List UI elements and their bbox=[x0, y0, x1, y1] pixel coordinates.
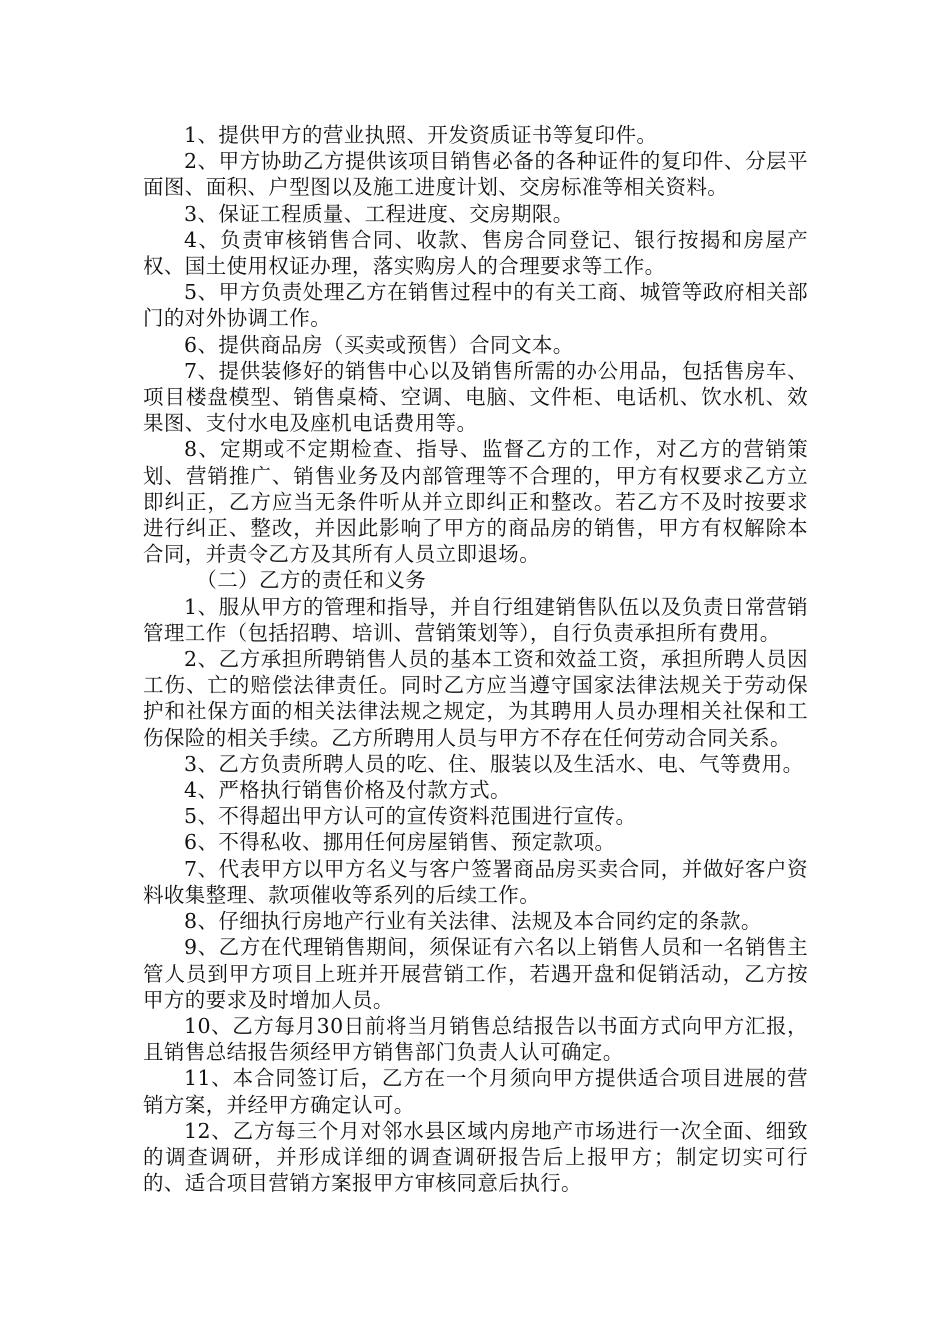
paragraph-party-b-10: 10、乙方每月30日前将当月销售总结报告以书面方式向甲方汇报，且销售总结报告须经甲方销售部门负责人认可确定。 bbox=[143, 1013, 808, 1065]
paragraph-party-b-4: 4、严格执行销售价格及付款方式。 bbox=[184, 778, 511, 803]
paragraph-party-a-1: 1、提供甲方的营业执照、开发资质证书等复印件。 bbox=[184, 123, 658, 147]
paragraph-party-b-3: 3、乙方负责所聘人员的吃、住、服装以及生活水、电、气等费用。 bbox=[184, 751, 804, 776]
paragraph-party-a-3: 3、保证工程质量、工程进度、交房期限。 bbox=[184, 201, 574, 226]
paragraph-party-b-6: 6、不得私收、挪用任何房屋销售、预定款项。 bbox=[184, 830, 616, 855]
paragraph-party-b-1: 1、服从甲方的管理和指导，并自行组建销售队伍以及负责日常营销管理工作（包括招聘、培训、营销策划等），自行负责承担所有费用。 bbox=[143, 594, 808, 645]
paragraph-party-b-12: 12、乙方每三个月对邻水县区域内房地产市场进行一次全面、细致的调查调研，并形成详细的调查调研报告后上报甲方；制定切实可行的、适合项目营销方案报甲方审核同意后执行。 bbox=[143, 1118, 808, 1196]
section-heading-party-b: （二）乙方的责任和义务 bbox=[196, 568, 427, 593]
paragraph-party-a-2: 2、甲方协助乙方提供该项目销售必备的各种证件的复印件、分层平面图、面积、户型图以及施工进度计划、交房标准等相关资料。 bbox=[143, 149, 808, 200]
paragraph-party-a-5: 5、甲方负责处理乙方在销售过程中的有关工商、城管等政府相关部门的对外协调工作。 bbox=[143, 280, 808, 331]
paragraph-party-b-9: 9、乙方在代理销售期间，须保证有六名以上销售人员和一名销售主管人员到甲方项目上班并开展营销工作，若遇开盘和促销活动，乙方按甲方的要求及时增加人员。 bbox=[143, 935, 808, 1012]
paragraph-party-a-6: 6、提供商品房（买卖或预售）合同文本。 bbox=[184, 332, 574, 357]
document-body bbox=[143, 122, 808, 1196]
paragraph-party-b-7: 7、代表甲方以甲方名义与客户签署商品房买卖合同，并做好客户资料收集整理、款项催收等系列的后续工作。 bbox=[143, 856, 808, 907]
paragraph-party-b-2: 2、乙方承担所聘销售人员的基本工资和效益工资，承担所聘人员因工伤、亡的赔偿法律责任。同时乙方应当遵守国家法律法规关于劳动保护和社保方面的相关法律法规之规定，为其聘用人员办理相关社保和工伤保险的相关手续。乙方所聘用人员与甲方不存在任何劳动合同关系。 bbox=[143, 647, 808, 750]
paragraph-party-a-7: 7、提供装修好的销售中心以及销售所需的办公用品，包括售房车、项目楼盘模型、销售桌椅、空调、电脑、文件柜、电话机、饮水机、效果图、支付水电及座机电话费用等。 bbox=[143, 358, 808, 436]
paragraph-party-b-8: 8、仔细执行房地产行业有关法律、法规及本合同约定的条款。 bbox=[184, 909, 762, 934]
paragraph-party-a-8: 8、定期或不定期检查、指导、监督乙方的工作，对乙方的营销策划、营销推广、销售业务及内部管理等不合理的，甲方有权要求乙方立即纠正，乙方应当无条件听从并立即纠正和整改。若乙方不及时按要求进行纠正、整改，并因此影响了甲方的商品房的销售，甲方有权解除本合同，并责令乙方及其所有人员立即退场。 bbox=[143, 437, 808, 567]
paragraph-party-b-11: 11、本合同签订后，乙方在一个月须向甲方提供适合项目进展的营销方案，并经甲方确定认可。 bbox=[143, 1066, 808, 1117]
paragraph-party-a-4: 4、负责审核销售合同、收款、售房合同登记、银行按揭和房屋产权、国土使用权证办理，落实购房人的合理要求等工作。 bbox=[143, 227, 808, 279]
paragraph-party-b-5: 5、不得超出甲方认可的宣传资料范围进行宣传。 bbox=[184, 804, 637, 829]
